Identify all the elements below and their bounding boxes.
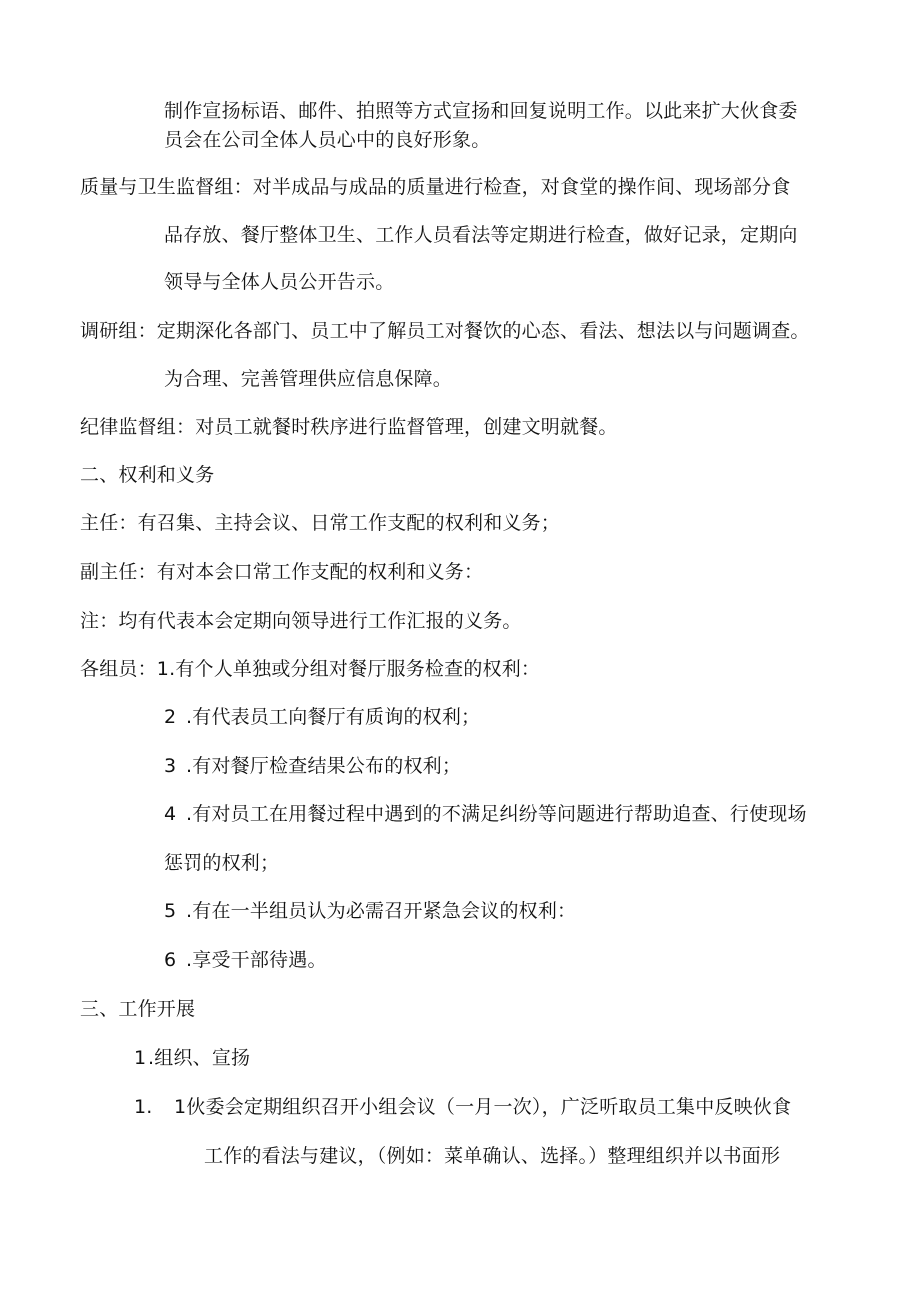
list-item [134, 1045, 250, 1071]
list-item-text: .有在一半组员认为必需召开紧急会议的权利： [186, 900, 577, 922]
list-item-continuation: 惩罚的权利； [164, 852, 280, 874]
list-item-number: 4 [164, 803, 177, 825]
paragraph-line: 主任：有召集、主持会议、日常工作支配的权利和义务； [80, 512, 561, 534]
list-item-number: 1 [134, 1047, 147, 1069]
list-item [164, 898, 576, 924]
paragraph-line: 副主任：有对本会口常工作支配的权利和义务： [80, 561, 484, 583]
list-item-number: 1. [134, 1096, 153, 1118]
paragraph-line: 制作宣扬标语、邮件、拍照等方式宣扬和回复说明工作。以此来扩大伙食委 [164, 100, 798, 122]
paragraph-line: 各组员：1.有个人单独或分组对餐厅服务检查的权利： [80, 658, 541, 680]
list-item-text: .享受干部待遇。 [186, 949, 327, 971]
section-heading: 三、工作开展 [80, 998, 196, 1020]
paragraph-line: 纪律监督组：对员工就餐时秩序进行监督管理，创建文明就餐。 [80, 416, 618, 438]
list-item [164, 801, 807, 827]
paragraph-line: 注：均有代表本会定期向领导进行工作汇报的义务。 [80, 610, 522, 632]
section-heading: 二、权利和义务 [80, 464, 215, 486]
paragraph-line: 质量与卫生监督组：对半成品与成品的质量进行检查，对食堂的操作间、现场部分食 [80, 176, 791, 198]
list-item-number: 5 [164, 900, 177, 922]
list-item-text: .有对餐厅检查结果公布的权利； [186, 755, 462, 777]
list-item [164, 704, 480, 730]
paragraph-line: 调研组：定期深化各部门、员工中了解员工对餐饮的心态、看法、想法以与问题调查。 [80, 320, 810, 342]
list-item-text: 1伙委会定期组织召开小组会议（一月一次），广泛听取员工集中反映伙食 [174, 1096, 792, 1118]
list-item-continuation: 工作的看法与建议，（例如：菜单确认、选择。）整理组织并以书面形 [204, 1145, 781, 1167]
paragraph-line: 员会在公司全体人员心中的良好形象。 [164, 129, 491, 151]
paragraph-line: 品存放、餐厅整体卫生、工作人员看法等定期进行检查，做好记录，定期向 [164, 224, 798, 246]
list-item-text: .有代表员工向餐厅有质询的权利； [186, 706, 481, 728]
paragraph-line: 领导与全体人员公开告示。 [164, 271, 395, 293]
paragraph-line: 为合理、完善管理供应信息保障。 [164, 368, 453, 390]
list-item [134, 1094, 791, 1120]
list-item-text: .组织、宣扬 [148, 1047, 251, 1069]
list-item [164, 947, 327, 973]
list-item-number: 6 [164, 949, 177, 971]
list-item [164, 753, 461, 779]
list-item-text: .有对员工在用餐过程中遇到的不满足纠纷等问题进行帮助追查、行使现场 [186, 803, 807, 825]
list-item-number: 2 [164, 706, 177, 728]
list-item-number: 3 [164, 755, 177, 777]
